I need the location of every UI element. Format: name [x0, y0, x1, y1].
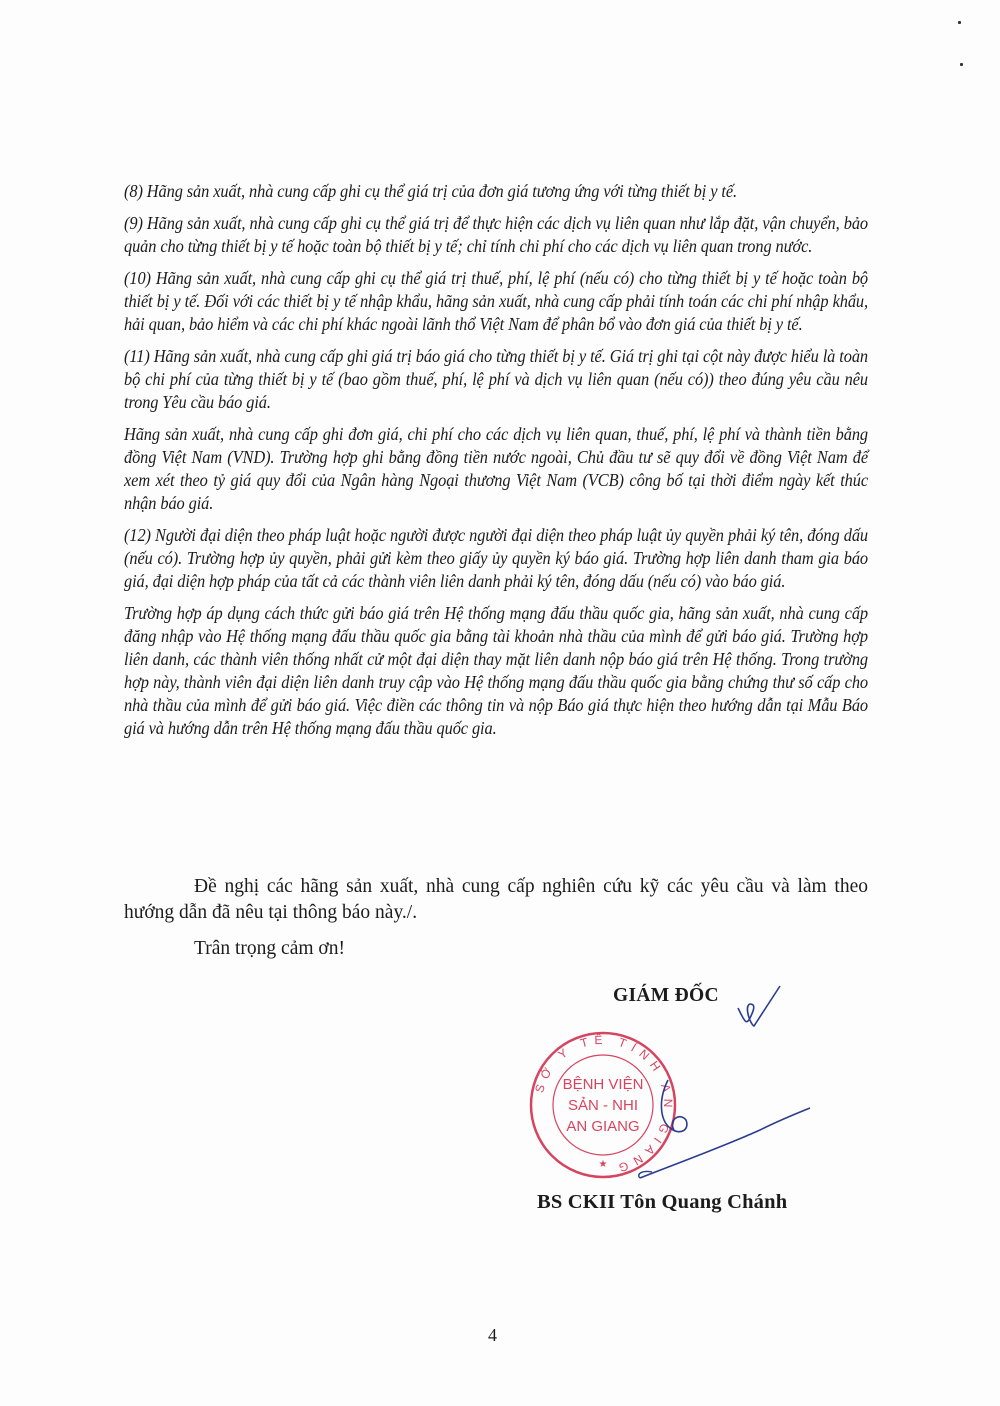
paragraph-9: (9) Hãng sản xuất, nhà cung cấp ghi cụ thể giá trị để thực hiện các dịch vụ liên quan như lắp đặt, vận chuyển, bảo quản cho từng thiết bị y tế hoặc toàn bộ thiết bị y tế; chỉ tính chi phí cho các dịch vụ liên quan trong nước. — [124, 213, 868, 256]
paragraph-currency: Hãng sản xuất, nhà cung cấp ghi đơn giá, chi phí cho các dịch vụ liên quan, thuế, phí, lệ phí và thành tiền bằng đồng Việt Nam (VND). Trường hợp ghi bằng đồng tiền nước ngoài, Chủ đầu tư sẽ quy đổi về đồng Việt Nam để xem xét theo tỷ giá quy đổi của Ngân hàng Ngoại thương Việt Nam (VCB) công bố tại thời điểm ngày kết thúc nhận báo giá. — [124, 424, 868, 513]
paragraph-12: (12) Người đại diện theo pháp luật hoặc người được người đại diện theo pháp luật ủy quyền phải ký tên, đóng dấu (nếu có). Trường hợp ủy quyền, phải gửi kèm theo giấy ủy quyền ký báo giá. Trường hợp liên danh tham gia báo giá, đại diện hợp pháp của tất cả các thành viên liên danh phải ký tên, đóng dấu (nếu có) vào báo giá. — [124, 525, 868, 591]
paragraph-10: (10) Hãng sản xuất, nhà cung cấp ghi cụ thể giá trị thuế, phí, lệ phí (nếu có) cho từng thiết bị y tế hoặc toàn bộ thiết bị y tế. Đối với các thiết bị y tế nhập khẩu, hãng sản xuất, nhà cung cấp phải tính toán các chi phí nhập khẩu, hải quan, bảo hiểm và các chi phí khác ngoài lãnh thổ Việt Nam để phân bổ vào đơn giá của thiết bị y tế. — [124, 268, 868, 334]
paragraph-online-submission: Trường hợp áp dụng cách thức gửi báo giá trên Hệ thống mạng đấu thầu quốc gia, hãng sản xuất, nhà cung cấp đăng nhập vào Hệ thống mạng đấu thầu quốc gia bằng tài khoản nhà thầu của mình để gửi báo giá. Trường hợp liên danh, các thành viên thống nhất cử một đại diện thay mặt liên danh nộp báo giá trên Hệ thống. Trong trường hợp này, thành viên đại diện liên danh truy cập vào Hệ thống mạng đấu thầu quốc gia bằng chứng thư số cấp cho nhà thầu của mình để gửi báo giá. Việc điền các thông tin và nộp Báo giá thực hiện theo hướng dẫn tại Mẫu Báo giá và hướng dẫn trên Hệ thống mạng đấu thầu quốc gia. — [124, 603, 868, 738]
svg-text:★: ★ — [598, 1159, 608, 1170]
paragraph-8: (8) Hãng sản xuất, nhà cung cấp ghi cụ thể giá trị của đơn giá tương ứng với từng thiết bị y tế. — [124, 181, 738, 201]
thanks-line: Trân trọng cảm ơn! — [194, 938, 345, 959]
page-number: 4 — [488, 1325, 497, 1345]
stamp-ring-text: SỞ Y TẾ TỈNH AN GIANG — [532, 1032, 676, 1177]
signature-title: GIÁM ĐỐC — [613, 985, 719, 1006]
document-body — [124, 180, 868, 749]
stamp-line-1: BỆNH VIỆN — [562, 1076, 644, 1093]
stamp-line-2: SẢN - NHI — [567, 1097, 638, 1114]
stamp-line-3: AN GIANG — [566, 1118, 640, 1135]
closing-section — [124, 874, 868, 962]
closing-request: Đề nghị các hãng sản xuất, nhà cung cấp nghiên cứu kỹ các yêu cầu và làm theo hướng dẫn đã nêu tại thông báo này./. — [124, 876, 868, 923]
official-stamp — [528, 1030, 678, 1180]
signer-name: BS CKII Tôn Quang Chánh — [537, 1191, 788, 1213]
paragraph-11: (11) Hãng sản xuất, nhà cung cấp ghi giá trị báo giá cho từng thiết bị y tế. Giá trị ghi tại cột này được hiểu là toàn bộ chi phí của từng thiết bị y tế (bao gồm thuế, phí, lệ phí và dịch vụ liên quan (nếu có)) theo đúng yêu cầu nêu trong Yêu cầu báo giá. — [124, 346, 868, 412]
scan-speck — [958, 21, 961, 24]
scan-speck — [960, 63, 963, 66]
